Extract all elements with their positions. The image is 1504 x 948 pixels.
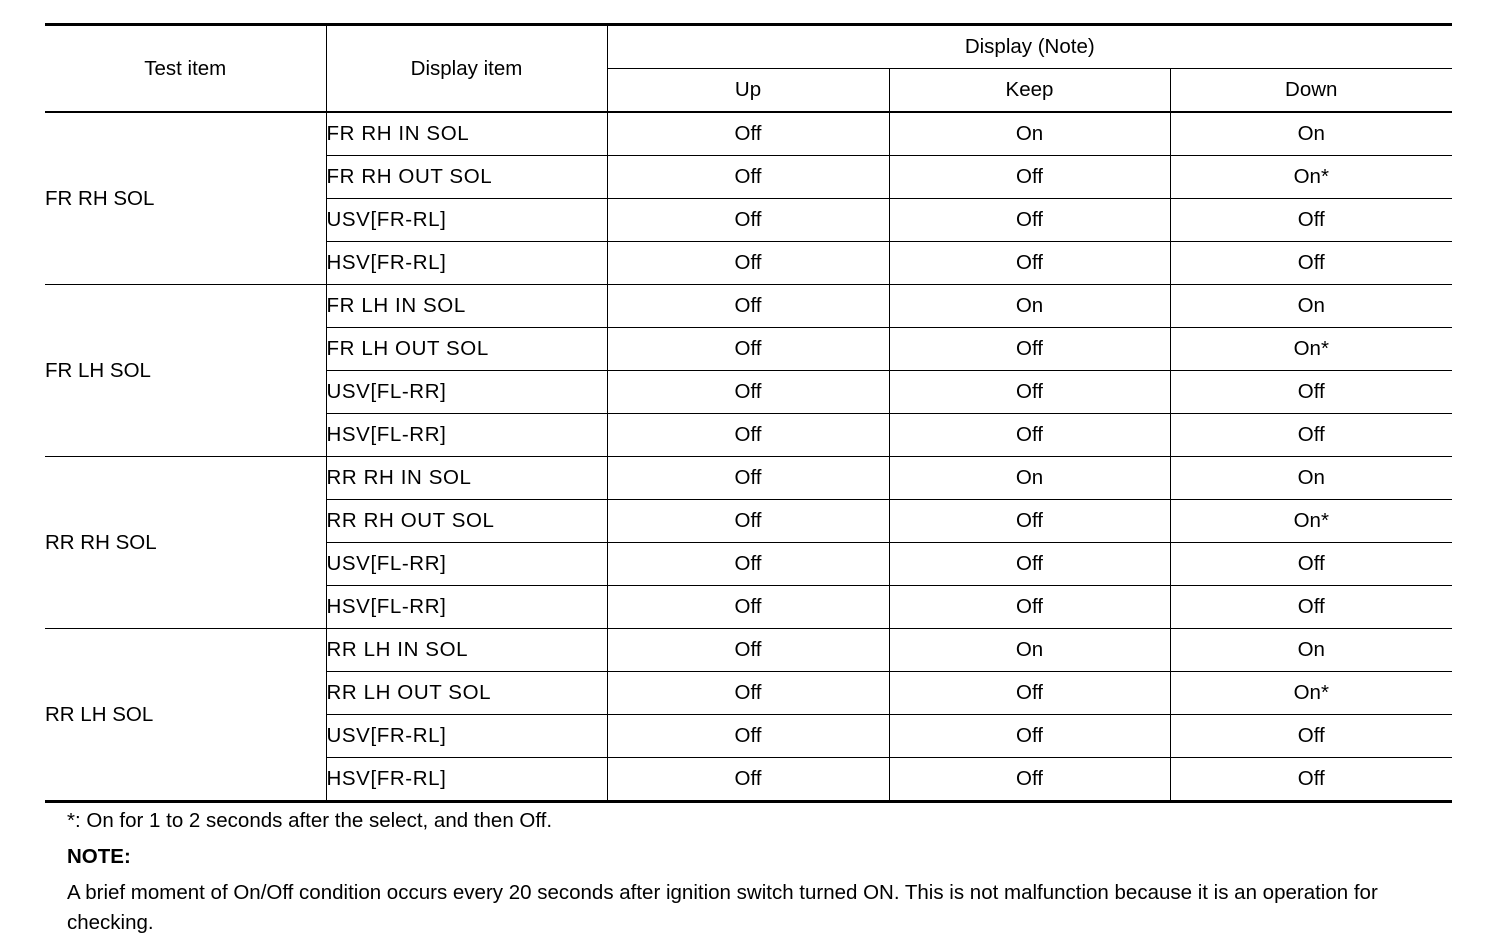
keep-value-cell: On (889, 285, 1170, 328)
test-item-cell: RR LH SOL (45, 629, 326, 802)
test-item-cell: RR RH SOL (45, 457, 326, 629)
down-value-cell: Off (1170, 586, 1452, 629)
keep-value-cell: Off (889, 156, 1170, 199)
down-value-cell: On* (1170, 500, 1452, 543)
down-value-cell: On* (1170, 328, 1452, 371)
down-value-cell: On* (1170, 672, 1452, 715)
keep-value-cell: Off (889, 500, 1170, 543)
keep-value-cell: Off (889, 672, 1170, 715)
display-item-cell: USV[FL-RR] (326, 543, 607, 586)
down-value-cell: On (1170, 457, 1452, 500)
keep-value-cell: Off (889, 414, 1170, 457)
display-item-cell: FR LH OUT SOL (326, 328, 607, 371)
note-label: NOTE: (67, 845, 131, 868)
up-value-cell: Off (607, 543, 889, 586)
keep-value-cell: Off (889, 242, 1170, 285)
up-value-cell: Off (607, 112, 889, 156)
up-value-cell: Off (607, 199, 889, 242)
table-body (45, 112, 1452, 802)
display-item-cell: USV[FR-RL] (326, 715, 607, 758)
display-item-cell: RR LH OUT SOL (326, 672, 607, 715)
keep-value-cell: Off (889, 715, 1170, 758)
down-value-cell: Off (1170, 758, 1452, 802)
up-value-cell: Off (607, 500, 889, 543)
display-item-cell: FR LH IN SOL (326, 285, 607, 328)
header-keep: Keep (889, 69, 1170, 113)
table-header (45, 25, 1452, 113)
keep-value-cell: On (889, 629, 1170, 672)
down-value-cell: Off (1170, 414, 1452, 457)
keep-value-cell: Off (889, 758, 1170, 802)
display-item-cell: FR RH IN SOL (326, 112, 607, 156)
display-item-cell: RR RH IN SOL (326, 457, 607, 500)
test-item-cell: FR LH SOL (45, 285, 326, 457)
keep-value-cell: Off (889, 543, 1170, 586)
display-item-cell: HSV[FR-RL] (326, 242, 607, 285)
down-value-cell: Off (1170, 199, 1452, 242)
notes-section (67, 806, 1457, 938)
keep-value-cell: On (889, 112, 1170, 156)
down-value-cell: Off (1170, 543, 1452, 586)
down-value-cell: On (1170, 629, 1452, 672)
up-value-cell: Off (607, 242, 889, 285)
note-body: A brief moment of On/Off condition occurs every 20 seconds after ignition switch turned ON. This is not malfunction because it is an operation for checking. (67, 881, 1378, 934)
down-value-cell: On (1170, 112, 1452, 156)
table-row (45, 285, 1452, 328)
keep-value-cell: Off (889, 328, 1170, 371)
down-value-cell: On* (1170, 156, 1452, 199)
active-test-table (45, 23, 1452, 803)
down-value-cell: Off (1170, 371, 1452, 414)
keep-value-cell: Off (889, 586, 1170, 629)
up-value-cell: Off (607, 285, 889, 328)
down-value-cell: Off (1170, 715, 1452, 758)
keep-value-cell: Off (889, 371, 1170, 414)
display-item-cell: FR RH OUT SOL (326, 156, 607, 199)
up-value-cell: Off (607, 328, 889, 371)
header-display-item: Display item (326, 25, 607, 113)
up-value-cell: Off (607, 156, 889, 199)
up-value-cell: Off (607, 715, 889, 758)
down-value-cell: Off (1170, 242, 1452, 285)
table-row (45, 112, 1452, 156)
up-value-cell: Off (607, 457, 889, 500)
header-test-item: Test item (45, 25, 326, 113)
spec-table-container (45, 23, 1452, 803)
display-item-cell: HSV[FR-RL] (326, 758, 607, 802)
up-value-cell: Off (607, 758, 889, 802)
keep-value-cell: Off (889, 199, 1170, 242)
down-value-cell: On (1170, 285, 1452, 328)
display-item-cell: HSV[FL-RR] (326, 586, 607, 629)
header-down: Down (1170, 69, 1452, 113)
up-value-cell: Off (607, 414, 889, 457)
display-item-cell: RR LH IN SOL (326, 629, 607, 672)
footnote-text: *: On for 1 to 2 seconds after the select, and then Off. (67, 809, 553, 832)
up-value-cell: Off (607, 629, 889, 672)
up-value-cell: Off (607, 371, 889, 414)
header-up: Up (607, 69, 889, 113)
display-item-cell: RR RH OUT SOL (326, 500, 607, 543)
display-item-cell: HSV[FL-RR] (326, 414, 607, 457)
up-value-cell: Off (607, 672, 889, 715)
display-item-cell: USV[FR-RL] (326, 199, 607, 242)
table-row (45, 629, 1452, 672)
table-row (45, 457, 1452, 500)
header-row-top (45, 25, 1452, 69)
test-item-cell: FR RH SOL (45, 112, 326, 285)
display-item-cell: USV[FL-RR] (326, 371, 607, 414)
up-value-cell: Off (607, 586, 889, 629)
keep-value-cell: On (889, 457, 1170, 500)
header-display-note: Display (Note) (607, 25, 1452, 69)
